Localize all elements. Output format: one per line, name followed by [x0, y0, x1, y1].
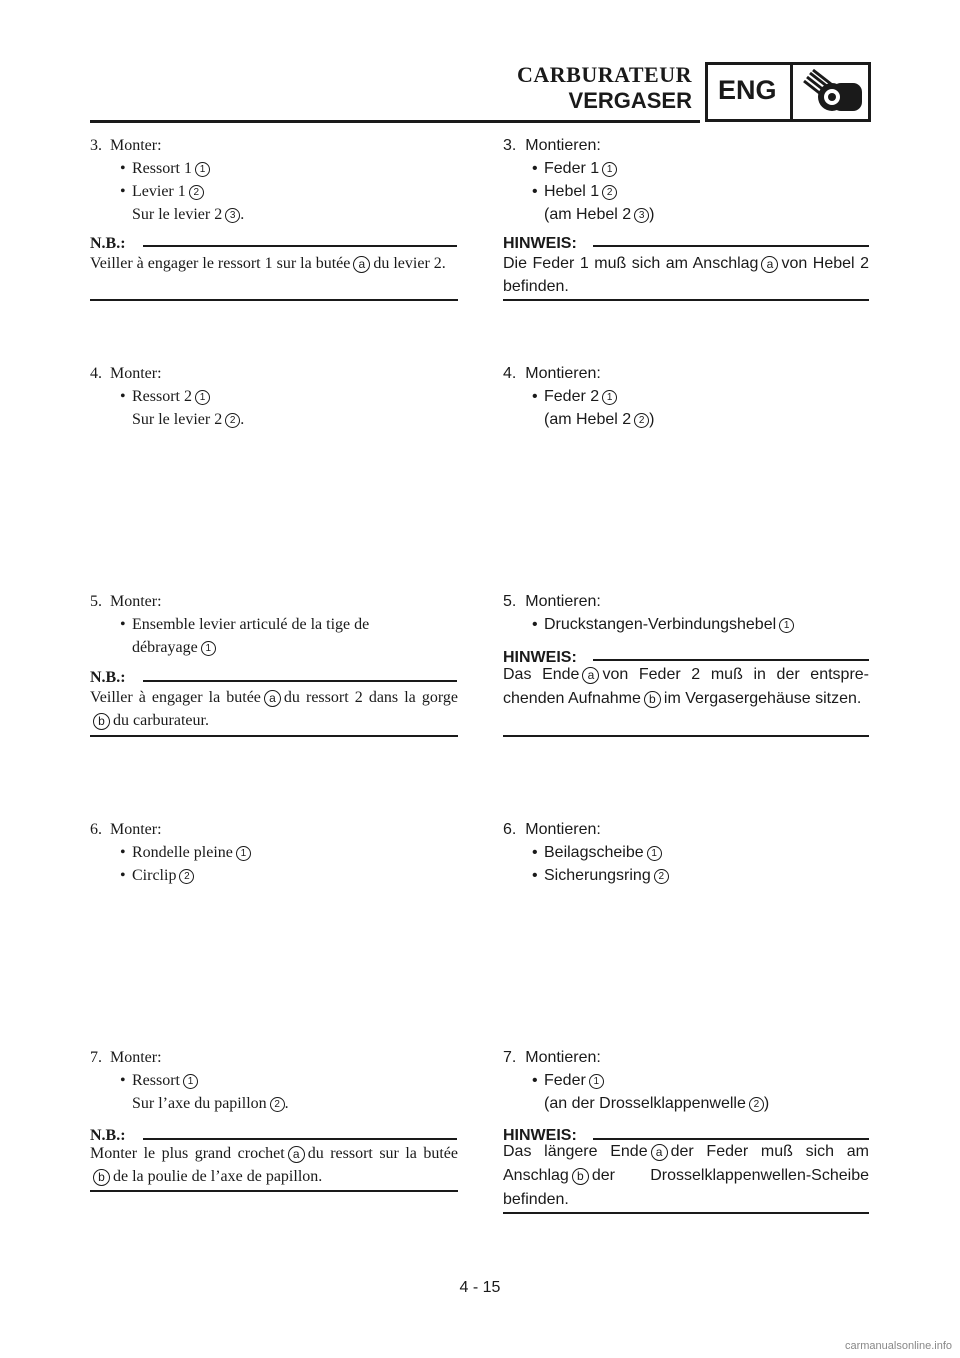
- header-title-fr: CARBURATEUR: [517, 62, 692, 87]
- de-step-4: 4. Montieren: Feder 2 1 (am Hebel 2 2 ): [503, 365, 655, 428]
- de-step-5: [503, 590, 869, 636]
- section-tab: [705, 62, 871, 122]
- sub-text: (am Hebel 2: [544, 206, 632, 223]
- ref-mark: b: [644, 691, 661, 708]
- de-note-3: Die Feder 1 muß sich am Anschlag a von Hebel 2 befinden.: [503, 255, 869, 295]
- ref-mark: 1: [602, 162, 617, 177]
- step-number: 3.: [90, 137, 102, 154]
- ref-mark: 1: [195, 162, 210, 177]
- ref-mark: a: [761, 256, 778, 273]
- ref-mark: 1: [236, 846, 251, 861]
- ref-mark: 2: [749, 1097, 764, 1112]
- step-number: 6.: [90, 821, 102, 838]
- header-title-de: VERGASER: [568, 88, 692, 113]
- fr-step-6: [90, 818, 458, 887]
- ref-mark: 1: [779, 618, 794, 633]
- de-note-7-head: HINWEIS:: [503, 1127, 577, 1144]
- fr-step-3: 3. Monter: Ressort 1 1 Levier 1 2 Sur le levier 2 3 .: [90, 137, 245, 223]
- step-verb: Montieren:: [525, 1049, 601, 1066]
- watermark: carmanualsonline.info: [844, 1340, 952, 1352]
- ref-mark: a: [353, 256, 370, 273]
- step-number: 7.: [90, 1049, 102, 1066]
- header-rule: [90, 120, 700, 123]
- step-verb: Montieren:: [525, 593, 601, 610]
- ref-mark: 2: [270, 1097, 285, 1112]
- step-number: 5.: [503, 593, 517, 610]
- sub-text: (am Hebel 2: [544, 411, 632, 428]
- ref-mark: 1: [602, 390, 617, 405]
- list-item: Hebel 1: [544, 183, 600, 200]
- sub-text: Sur le levier 2: [132, 411, 223, 428]
- fr-step-7: 7. Monter: Ressort 1 Sur l’axe du papillon 2 .: [90, 1049, 289, 1112]
- step-verb: Monter:: [110, 365, 162, 382]
- carburetor-icon: [798, 67, 864, 117]
- ref-mark: 2: [634, 413, 649, 428]
- step-number: 4.: [90, 365, 102, 382]
- list-item: Ressort 2: [132, 388, 192, 405]
- de-note-5: Das Ende a von Feder 2 muß in der entspre-chenden Aufnahme b im Vergasergehäuse sitzen.: [503, 666, 870, 707]
- list-item: Levier 1: [132, 183, 186, 200]
- ref-mark: a: [288, 1146, 305, 1163]
- step-verb: Montieren:: [525, 365, 601, 382]
- ref-mark: a: [651, 1144, 668, 1161]
- ref-mark: 1: [589, 1074, 604, 1089]
- lang-tag: ENG: [718, 75, 777, 105]
- step-number: 4.: [503, 365, 517, 382]
- list-item: Ensemble levier articulé de la tige de: [132, 616, 370, 633]
- fr-step-4: 4. Monter: Ressort 2 1 Sur le levier 2 2 .: [90, 365, 245, 428]
- ref-mark: 2: [179, 869, 194, 884]
- fr-note-7-head: N.B.:: [90, 1127, 126, 1144]
- ref-mark: 1: [201, 641, 216, 656]
- de-step-7: 7. Montieren: Feder 1 (an der Drosselklappenwelle 2 ): [503, 1049, 770, 1112]
- list-item: Circlip: [132, 867, 177, 884]
- step-verb: Monter:: [110, 137, 162, 154]
- list-item: Ressort: [132, 1072, 180, 1089]
- fr-note-5: Veiller à engager la butée a du ressort 2 dans la gorgeb du carburateur.: [90, 689, 459, 729]
- page-number: 4 - 15: [459, 1279, 501, 1296]
- list-item: Beilagscheibe: [544, 844, 644, 861]
- list-item: Ressort 1: [132, 160, 192, 177]
- fr-note-3-head: N.B.:: [90, 235, 126, 252]
- step-verb: Montieren:: [525, 821, 601, 838]
- fr-step-5: [90, 590, 458, 659]
- list-item-cont: débrayage: [132, 639, 198, 656]
- ref-mark: 2: [189, 185, 204, 200]
- step-number: 6.: [503, 821, 517, 838]
- ref-mark: b: [93, 1169, 110, 1186]
- list-item: Feder 1: [544, 160, 600, 177]
- sub-text: Sur l’axe du papillon: [132, 1095, 267, 1112]
- ref-mark: 1: [647, 846, 662, 861]
- de-note-5-head: HINWEIS:: [503, 649, 577, 666]
- de-step-6: [503, 818, 869, 887]
- de-note-7: Das längere Ende a der Feder muß sich am Anschlag b der Drosselklappenwellen-Scheibe befinden.: [503, 1143, 869, 1208]
- list-item: Feder 2: [544, 388, 600, 405]
- ref-mark: 3: [634, 208, 649, 223]
- ref-mark: 3: [225, 208, 240, 223]
- step-number: 5.: [90, 593, 102, 610]
- step-verb: Monter:: [110, 593, 162, 610]
- step-verb: Monter:: [110, 1049, 162, 1066]
- de-step-3: 3. Montieren: Feder 1 1 Hebel 1 2 (am Hebel 2 3 ): [503, 137, 655, 223]
- ref-mark: 2: [602, 185, 617, 200]
- fr-note-5-head: N.B.:: [90, 669, 126, 686]
- ref-mark: 2: [225, 413, 240, 428]
- ref-mark: 1: [183, 1074, 198, 1089]
- step-number: 7.: [503, 1049, 517, 1066]
- ref-mark: 1: [195, 390, 210, 405]
- step-number: 3.: [503, 137, 517, 154]
- sub-text: (an der Drosselklappenwelle: [544, 1095, 746, 1112]
- ref-mark: b: [93, 713, 110, 730]
- sub-text: Sur le levier 2: [132, 206, 223, 223]
- step-verb: Montieren:: [525, 137, 601, 154]
- fr-note-3: Veiller à engager le ressort 1 sur la butée a du levier 2.: [90, 255, 446, 272]
- de-note-3-head: HINWEIS:: [503, 235, 577, 252]
- list-item: Druckstangen-Verbindungshebel: [544, 616, 777, 633]
- ref-mark: b: [572, 1168, 589, 1185]
- ref-mark: 2: [654, 869, 669, 884]
- list-item: Sicherungsring: [544, 867, 651, 884]
- fr-note-7: Monter le plus grand crochet a du ressort sur la butéeb de la poulie de l’axe de papillon.: [90, 1145, 459, 1185]
- step-verb: Monter:: [110, 821, 162, 838]
- ref-mark: a: [582, 667, 599, 684]
- list-item: Feder: [544, 1072, 586, 1089]
- list-item: Rondelle pleine: [132, 844, 233, 861]
- ref-mark: a: [264, 690, 281, 707]
